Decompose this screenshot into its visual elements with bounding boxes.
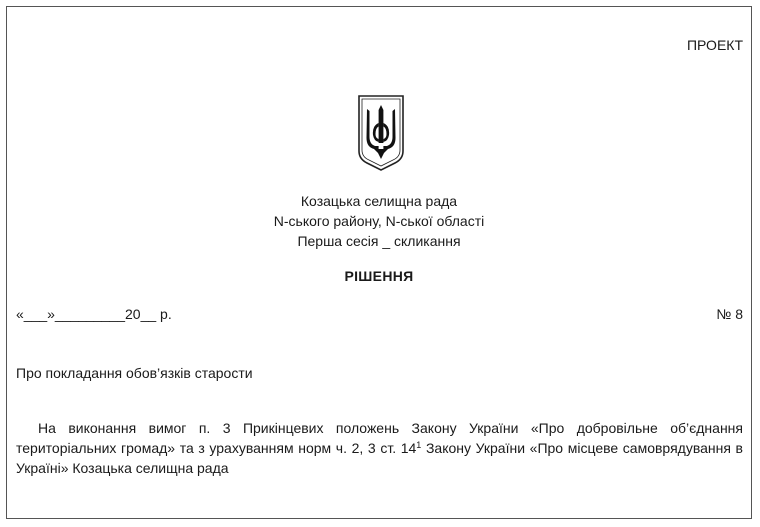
council-name: Козацька селищна рада — [300, 193, 458, 209]
body-paragraph — [16, 418, 743, 478]
article-superscript: 1 — [416, 440, 422, 450]
document-page — [6, 6, 752, 519]
district-region: N-ського району, N-ської області — [273, 213, 485, 229]
council-header — [7, 191, 751, 251]
body-text-part1: На виконання вимог п. 3 Прикінцевих положень Закону України «Про добровільне об’єднання територіальних громад» та з урахуванням норм ч. 2, 3 ст. 14 — [16, 420, 743, 456]
trident-icon — [356, 93, 406, 173]
session-info: Перша сесія _ скликання — [297, 233, 461, 249]
body-text-part2: Закону України «Про місцеве самоврядування в Україні» Козацька селищна рада — [16, 440, 743, 476]
decision-subject: Про покладання обов’язків старости — [16, 365, 253, 381]
decision-title: РІШЕННЯ — [344, 268, 414, 284]
draft-label: ПРОЕКТ — [686, 37, 743, 53]
date-line: «___»_________20__ р. — [16, 306, 172, 322]
decision-number: № 8 — [716, 306, 743, 322]
